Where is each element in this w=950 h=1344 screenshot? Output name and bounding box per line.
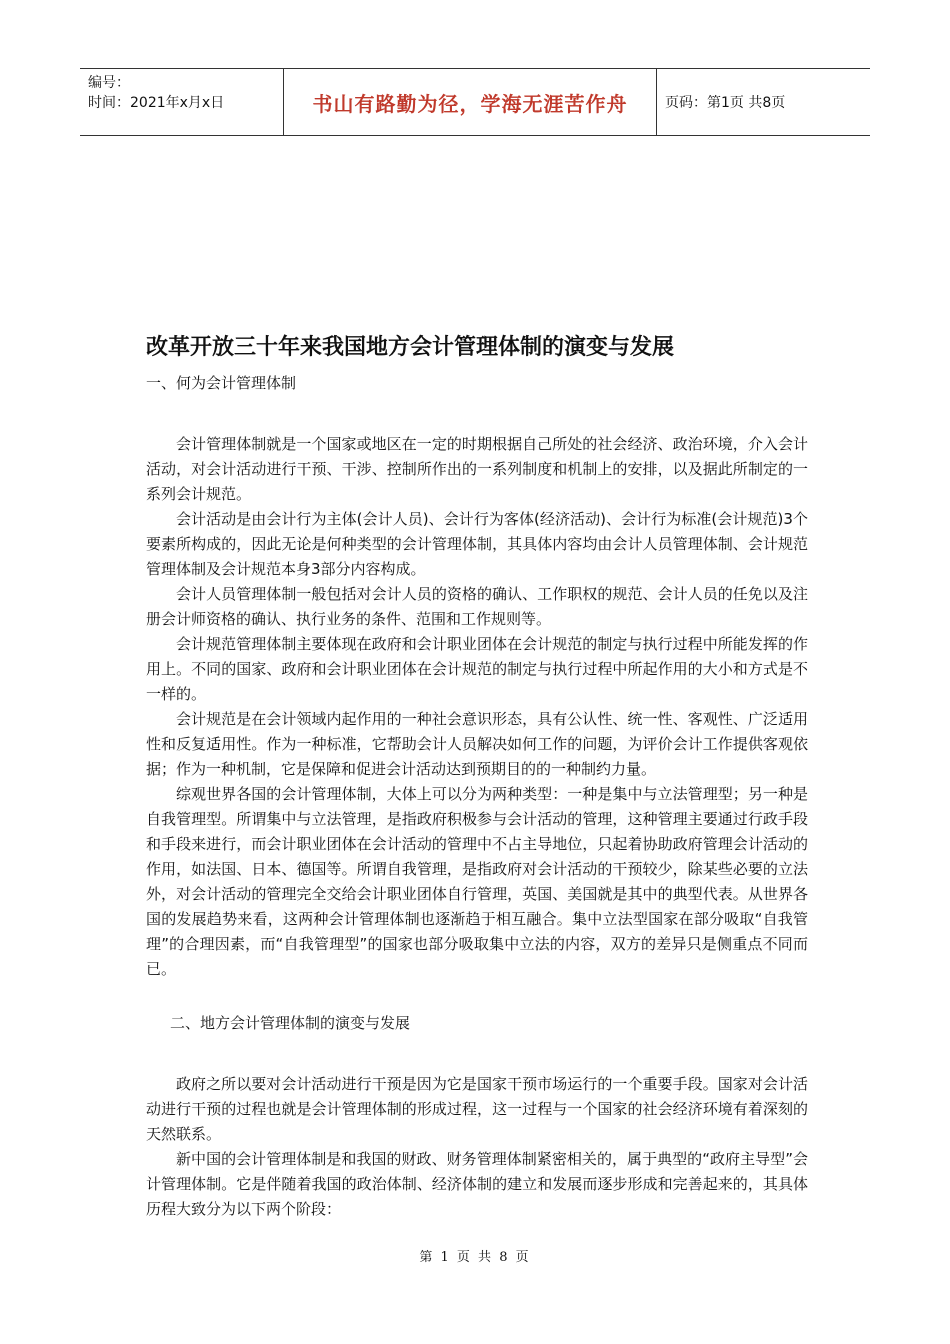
document-body xyxy=(146,330,808,1222)
header-meta-cell xyxy=(80,69,283,135)
paragraph: 政府之所以要对会计活动进行干预是因为它是国家干预市场运行的一个重要手段。国家对会计活动进行干预的过程也就是会计管理体制的形成过程，这一过程与一个国家的社会经济环境有着深刻的天然联系。 xyxy=(146,1075,808,1143)
section-heading-2: 二、地方会计管理体制的演变与发展 xyxy=(170,1014,411,1032)
document-title: 改革开放三十年来我国地方会计管理体制的演变与发展 xyxy=(146,335,675,360)
section-heading-1: 一、何为会计管理体制 xyxy=(146,374,297,392)
number-label: 编号： xyxy=(88,75,130,91)
header-table xyxy=(80,68,870,136)
paragraph: 会计规范管理体制主要体现在政府和会计职业团体在会计规范的制定与执行过程中所能发挥的作用上。不同的国家、政府和会计职业团体在会计规范的制定与执行过程中所起作用的大小和方式是不一样的。 xyxy=(146,635,808,703)
paragraph: 新中国的会计管理体制是和我国的财政、财务管理体制紧密相关的，属于典型的“政府主导型”会计管理体制。它是伴随着我国的政治体制、经济体制的建立和发展而逐步形成和完善起来的，其具体历程大致分为以下两个阶段： xyxy=(146,1150,808,1218)
paragraph: 会计规范是在会计领域内起作用的一种社会意识形态，具有公认性、统一性、客观性、广泛适用性和反复适用性。作为一种标准，它帮助会计人员解决如何工作的问题，为评价会计工作提供客观依据；作为一种机制，它是保障和促进会计活动达到预期目的的一种制约力量。 xyxy=(146,710,808,778)
header-page-cell xyxy=(657,69,870,135)
paragraph: 会计人员管理体制一般包括对会计人员的资格的确认、工作职权的规范、会计人员的任免以及注册会计师资格的确认、执行业务的条件、范围和工作规则等。 xyxy=(146,585,808,628)
paragraph: 会计活动是由会计行为主体(会计人员)、会计行为客体(经济活动)、会计行为标准(会计规范)3个要素所构成的，因此无论是何种类型的会计管理体制，其具体内容均由会计人员管理体制、会计规范管理体制及会计规范本身3部分内容构成。 xyxy=(146,510,808,578)
page-footer: 第 1 页 共 8 页 xyxy=(419,1250,531,1265)
header-motto-cell xyxy=(283,69,657,135)
time-label: 时间：2021年x月x日 xyxy=(88,95,225,111)
paragraph: 综观世界各国的会计管理体制，大体上可以分为两种类型：一种是集中与立法管理型；另一种是自我管理型。所谓集中与立法管理，是指政府积极参与会计活动的管理，这种管理主要通过行政手段和手段来进行，而会计职业团体在会计活动的管理中不占主导地位，只起着协助政府管理会计活动的作用，如法国、日本、德国等。所谓自我管理，是指政府对会计活动的干预较少，除某些必要的立法外，对会计活动的管理完全交给会计职业团体自行管理，英国、美国就是其中的典型代表。从世界各国的发展趋势来看，这两种会计管理体制也逐渐趋于相互融合。集中立法型国家在部分吸取“自我管理”的合理因素，而“自我管理型”的国家也部分吸取集中立法的内容，双方的差异只是侧重点不同而已。 xyxy=(146,785,808,978)
page-info: 页码：第1页 共8页 xyxy=(665,95,786,111)
motto-text: 书山有路勤为径，学海无涯苦作舟 xyxy=(312,91,628,116)
paragraph: 会计管理体制就是一个国家或地区在一定的时期根据自己所处的社会经济、政治环境，介入会计活动，对会计活动进行干预、干涉、控制所作出的一系列制度和机制上的安排，以及据此所制定的一系列会计规范。 xyxy=(146,435,808,503)
